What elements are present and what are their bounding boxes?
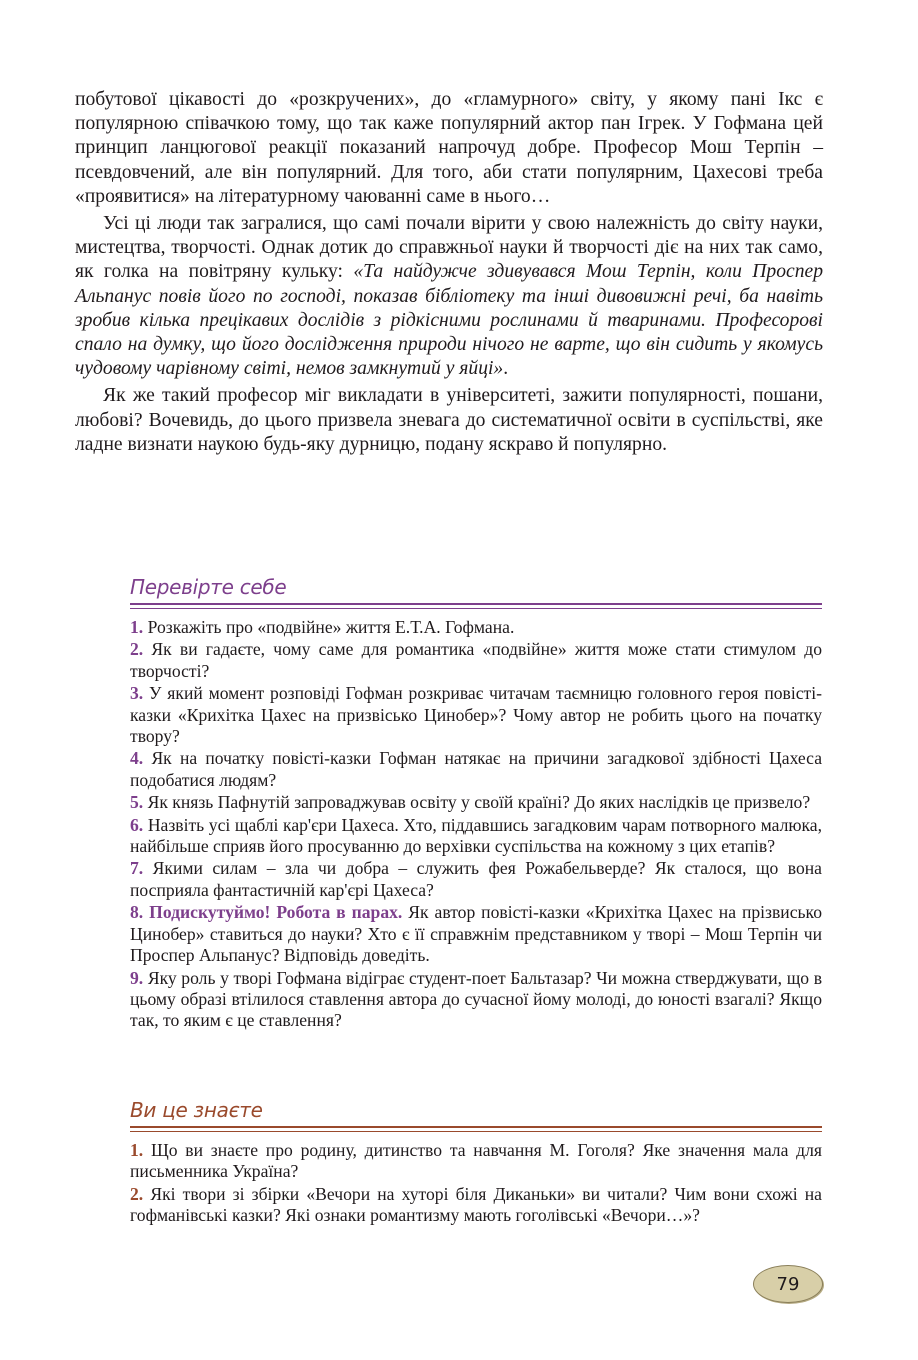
question-number: 3.	[130, 683, 144, 704]
question-item	[130, 748, 822, 791]
question-text: Розкажіть про «подвійне» життя Е.Т.А. Гофмана.	[147, 617, 515, 637]
main-text	[75, 88, 823, 457]
question-text: Яку роль у творі Гофмана відіграє студент-поет Бальтазар? Чи можна стверджувати, що в цьому образі втілилося ставлення автора до сучасної йому молоді, до юності взагалі? Якщо так, то яким є це ставлення?	[130, 967, 822, 1031]
page-number: 79	[776, 1273, 800, 1295]
question-list-you-know-this	[130, 1140, 822, 1228]
question-text: Як ви гадаєте, чому саме для романтика «подвійне» життя може стати стимулом до творчості?	[130, 639, 822, 681]
question-text: Як автор повісті-казки «Крихітка Цахес на прізвисько Цинобер» ставиться до науки? Хто є її справжнім представником у творі – Мош Терпін чи Проспер Альпанус? Відповідь доведіть.	[130, 902, 823, 966]
question-text: Як князь Пафнутій запроваджував освіту у своїй країні? До яких наслідків це призвело?	[147, 792, 811, 813]
question-text: Що ви знаєте про родину, дитинство та навчання М. Гоголя? Яке значення мала для письменника Україна?	[130, 1140, 822, 1182]
question-item	[130, 683, 822, 747]
section-title-check-yourself: Перевірте себе	[130, 575, 287, 599]
question-number: 1.	[130, 1140, 144, 1160]
question-number: 5.	[130, 792, 144, 813]
paragraph-1: побутової цікавості до «розкручених», до «гламурного» світу, у якому пані Ікс є популярною співачкою тому, що так каже популярний актор пан Ігрек. У Гофмана цей принцип ланцюгової реакції показаний напрочуд добре. Професор Мош Терпін – псевдовчений, але він популярний. Для того, аби стати популярним, Цахесові треба «проявитися» на літературному чаюванні саме в нього…	[75, 89, 823, 207]
question-number: 9.	[130, 967, 144, 988]
section-divider	[130, 1126, 822, 1132]
paragraph-2-text: Усі ці люди так загралися, що самі почали вірити у свою належність до світу науки, мистецтва, творчості. Однак дотик до справжньої науки й творчості діє на них так само, як голка на повітряну кульку:	[75, 213, 823, 283]
paragraph-2	[75, 212, 823, 381]
question-item	[130, 1140, 822, 1183]
quote-text: «Та найдужче здивувався Мош Терпін, коли Проспер Альпанус повів його по господі, показав бібліотеку та інші дивовижні речі, ба навіть зробив кілька прецікавих дослідів з рідкісними рослинами й тваринами. Професорові спало на думку, що його дослідження природи нічого не варте, що він сидить у якомусь чудовому чарівному світі, немов замкнутий у яйці»	[75, 261, 823, 380]
question-item	[130, 815, 822, 858]
question-text: Назвіть усі щаблі кар'єри Цахеса. Хто, піддавшись загадковим чарам потворного малюка, найбільше сприяв його просуванню до верхівки суспільства на кожному з цих етапів?	[130, 814, 822, 857]
question-item	[130, 902, 822, 966]
question-item	[130, 639, 822, 682]
question-item	[130, 617, 822, 638]
question-number: 6.	[130, 814, 144, 835]
question-number: 2.	[130, 639, 144, 660]
section-divider	[130, 603, 822, 609]
question-list-check-yourself	[130, 617, 822, 1033]
question-number: 7.	[130, 858, 144, 879]
question-number: 2.	[130, 1183, 144, 1204]
page-number-badge	[753, 1265, 823, 1303]
question-text: У який момент розповіді Гофман розкриває читачам таємницю головного героя повісті-казки «Крихітка Цахес на призвісько Цинобер»? Чому автор не робить цього на початку твору?	[130, 683, 822, 747]
section-title-you-know-this: Ви це знаєте	[130, 1098, 263, 1122]
question-item	[130, 858, 822, 901]
question-item	[130, 792, 822, 813]
paragraph-3: Як же такий професор міг викладати в університеті, зажити популярності, пошани, любові? Вочевидь, до цього призвела зневага до систематичної освіти в суспільстві, яке ладне визнати наукою будь-яку дурницю, подану яскраво й популярно.	[75, 385, 823, 455]
question-highlight: Подискутуймо! Робота в парах.	[149, 902, 403, 923]
paragraph-2-end: .	[503, 358, 509, 380]
question-item	[130, 1184, 822, 1227]
question-text: Які твори зі збірки «Вечори на хуторі біля Диканьки» ви читали? Чим вони схожі на гофманівські казки? Які ознаки романтизму мають гоголівські «Вечори…»?	[130, 1183, 822, 1226]
question-item	[130, 968, 822, 1032]
question-number: 8.	[130, 902, 144, 923]
question-text: Як на початку повісті-казки Гофман натякає на причини загадкової здібності Цахеса подобатися людям?	[130, 748, 823, 790]
question-text: Якими силам – зла чи добра – служить фея Рожабельверде? Як сталося, що вона посприяла фантастичній кар'єрі Цахеса?	[130, 858, 822, 900]
question-number: 4.	[130, 748, 144, 769]
question-number: 1.	[130, 617, 144, 637]
